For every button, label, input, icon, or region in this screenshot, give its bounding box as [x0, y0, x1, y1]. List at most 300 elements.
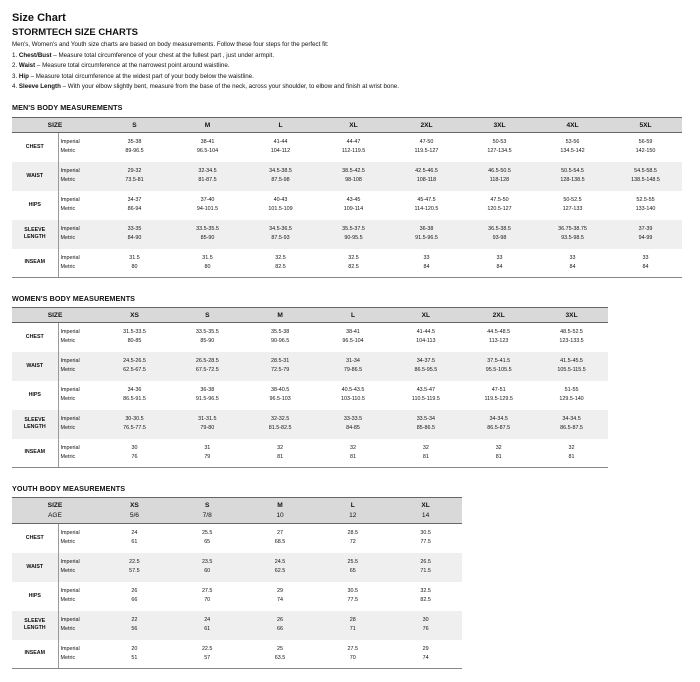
metric-value: 77.5 — [347, 597, 359, 603]
metric-value: 81 — [277, 453, 284, 460]
age-value: 5/6 — [129, 511, 139, 519]
measurement-cell — [389, 524, 462, 553]
header-row — [12, 118, 682, 133]
unit-metric: Metric — [60, 568, 76, 574]
imperial-value: 26.5 — [420, 559, 431, 565]
size-name: XS — [130, 311, 139, 319]
table-row — [12, 524, 462, 553]
imperial-value: 24.5 — [274, 559, 286, 565]
size-column-header — [316, 498, 389, 524]
measurement-cell — [609, 220, 682, 249]
size-name: M — [277, 311, 283, 319]
measurement-cell — [98, 323, 171, 352]
measurement-cell — [98, 162, 171, 191]
size-name: S — [204, 501, 210, 509]
size-column-header — [171, 118, 244, 133]
metric-value: 109-114 — [343, 206, 364, 212]
measurement-cell — [171, 352, 244, 381]
unit-imperial: Imperial — [60, 617, 80, 623]
measurement-cell — [535, 410, 608, 439]
metric-value: 86.5-95.5 — [414, 367, 438, 373]
measurement-cell — [316, 553, 389, 582]
metric-value: 90-96.5 — [271, 338, 290, 345]
imperial-value: 56-59 — [638, 139, 653, 146]
metric-value: 71 — [349, 626, 356, 632]
imperial-value: 46.5-50.5 — [488, 168, 511, 174]
metric-value: 104-113 — [416, 338, 436, 345]
metric-value: 96.5-103 — [269, 396, 291, 402]
table-row — [12, 249, 682, 278]
imperial-value: 38-41 — [200, 139, 215, 146]
unit-metric: Metric — [60, 539, 76, 546]
measurement-cell — [171, 381, 244, 410]
metric-value: 74 — [422, 654, 429, 661]
size-name: XL — [349, 121, 358, 129]
unit-metric: Metric — [60, 148, 76, 155]
metric-value: 133-140 — [635, 206, 656, 212]
imperial-value: 31.5-33.5 — [123, 329, 146, 336]
youth-section-title: YOUTH BODY MEASUREMENTS — [12, 484, 126, 493]
size-column-header — [244, 118, 317, 133]
size-name: S — [205, 311, 210, 319]
metric-value: 81 — [422, 453, 429, 460]
metric-value: 127-133 — [562, 206, 583, 212]
size-column-header — [609, 118, 682, 133]
metric-value: 86.5-91.5 — [123, 396, 146, 402]
imperial-value: 33 — [423, 254, 430, 261]
imperial-value: 26.5-28.5 — [195, 358, 219, 364]
measurement-cell — [171, 323, 244, 352]
measurement-label: CHEST — [12, 524, 58, 553]
measurement-cell — [244, 162, 317, 191]
unit-labels — [58, 582, 98, 611]
imperial-value: 29 — [276, 588, 283, 594]
imperial-value: 37-39 — [638, 226, 653, 232]
metric-value: 73.5-81 — [125, 177, 144, 183]
imperial-value: 34-36 — [127, 387, 142, 393]
imperial-value: 33.5-34 — [416, 416, 435, 422]
metric-value: 84-85 — [346, 425, 360, 431]
metric-value: 79 — [204, 453, 211, 460]
page-subtitle: STORMTECH SIZE CHARTS — [12, 27, 138, 38]
imperial-value: 27 — [276, 530, 283, 537]
measurement-cell — [316, 611, 389, 640]
unit-metric: Metric — [60, 396, 76, 402]
imperial-value: 33 — [642, 254, 649, 261]
measurement-cell — [317, 352, 390, 381]
measurement-cell — [535, 439, 608, 468]
metric-value: 70 — [349, 654, 356, 661]
measurement-cell — [462, 381, 535, 410]
measurement-cell — [389, 323, 462, 352]
imperial-value: 31 — [204, 444, 211, 451]
unit-imperial: Imperial — [60, 559, 80, 565]
imperial-value: 38.5-42.5 — [342, 168, 365, 174]
measurement-cell — [462, 439, 535, 468]
unit-metric: Metric — [60, 367, 76, 373]
imperial-value: 28.5 — [347, 530, 359, 537]
unit-metric: Metric — [60, 425, 76, 431]
imperial-value: 50-52.5 — [563, 197, 582, 203]
measurement-cell — [462, 410, 535, 439]
measurement-cell — [317, 191, 390, 220]
metric-value: 142-150 — [635, 148, 656, 155]
metric-value: 76 — [422, 626, 429, 632]
measurement-cell — [390, 133, 463, 162]
metric-value: 63.5 — [274, 654, 286, 661]
mens-size-table — [12, 117, 682, 278]
measurement-cell — [244, 611, 317, 640]
size-column-header — [462, 308, 535, 323]
size-name: L — [278, 121, 283, 129]
size-header — [12, 498, 98, 524]
intro-text — [12, 40, 692, 93]
table-row — [12, 191, 682, 220]
metric-value: 104-112 — [270, 148, 291, 155]
imperial-value: 50.5-54.5 — [561, 168, 584, 174]
metric-value: 129.5-140 — [559, 396, 584, 402]
table-row — [12, 410, 608, 439]
imperial-value: 47.5-50 — [490, 197, 509, 203]
measurement-label: SLEEVE LENGTH — [12, 410, 58, 439]
size-column-header — [171, 498, 244, 524]
measurement-label: INSEAM — [12, 439, 58, 468]
imperial-value: 33-33.5 — [343, 416, 363, 422]
unit-labels — [58, 381, 98, 410]
imperial-value: 32-32.5 — [271, 416, 290, 422]
measurement-cell — [244, 352, 317, 381]
metric-value: 138.5-148.5 — [631, 177, 660, 183]
size-header — [12, 308, 98, 323]
measurement-label: HIPS — [12, 191, 58, 220]
header-row — [12, 498, 462, 524]
measurement-cell — [317, 133, 390, 162]
imperial-value: 38-41 — [346, 329, 360, 336]
metric-value: 85-86.5 — [416, 425, 435, 431]
unit-labels — [58, 352, 98, 381]
unit-labels — [58, 410, 98, 439]
metric-value: 72.5-79 — [271, 367, 290, 373]
measurement-cell — [389, 582, 462, 611]
metric-value: 61 — [131, 539, 138, 546]
measurement-cell — [390, 220, 463, 249]
metric-value: 103-110.5 — [341, 396, 365, 402]
size-column-header — [171, 308, 244, 323]
metric-value: 84 — [496, 263, 503, 270]
metric-value: 98-108 — [345, 177, 362, 183]
measurement-label: HIPS — [12, 582, 58, 611]
measurement-cell — [98, 640, 171, 669]
measurement-cell — [98, 381, 171, 410]
unit-metric: Metric — [60, 453, 76, 460]
measurement-cell — [535, 323, 608, 352]
measurement-cell — [171, 524, 244, 553]
size-column-header — [463, 118, 536, 133]
metric-value: 105.5-115.5 — [557, 367, 586, 373]
unit-imperial: Imperial — [60, 329, 80, 336]
measurement-cell — [98, 439, 171, 468]
metric-value: 56 — [131, 626, 138, 632]
imperial-value: 36-38 — [419, 226, 434, 232]
imperial-value: 30 — [422, 617, 429, 623]
imperial-value: 40-43 — [273, 197, 288, 203]
size-column-header — [389, 308, 462, 323]
metric-value: 96.5-104 — [196, 148, 219, 155]
measurement-cell — [389, 611, 462, 640]
metric-value: 101.5-109 — [268, 206, 293, 212]
imperial-value: 35-38 — [127, 139, 142, 146]
measurement-cell — [316, 640, 389, 669]
size-column-header — [317, 118, 390, 133]
page-title: Size Chart — [12, 12, 66, 24]
measurement-cell — [609, 162, 682, 191]
measurement-cell — [389, 352, 462, 381]
intro-paragraph: Men's, Women's and Youth size charts are based on body measurements. Follow these four steps for the perfect fit: — [12, 41, 329, 48]
metric-value: 93-98 — [492, 235, 507, 241]
unit-imperial: Imperial — [60, 645, 80, 652]
metric-value: 91.5-96.5 — [195, 396, 219, 402]
measurement-cell — [463, 162, 536, 191]
imperial-value: 32.5 — [348, 254, 359, 261]
age-value: 12 — [349, 511, 357, 519]
metric-value: 61 — [204, 626, 211, 632]
size-column-header — [535, 308, 608, 323]
metric-value: 79-86.5 — [343, 367, 363, 373]
size-column-header — [536, 118, 609, 133]
measurement-label: WAIST — [12, 352, 58, 381]
metric-value: 123-133.5 — [559, 338, 584, 345]
unit-labels — [58, 640, 98, 669]
measurement-label: INSEAM — [12, 249, 58, 278]
size-name: 3XL — [565, 311, 578, 319]
unit-metric: Metric — [60, 338, 76, 345]
imperial-value: 28.5-31 — [271, 358, 290, 364]
age-label: AGE — [48, 511, 62, 519]
imperial-value: 30.5 — [420, 530, 431, 537]
metric-value: 80 — [204, 263, 211, 270]
table-row — [12, 439, 608, 468]
measurement-cell — [389, 439, 462, 468]
imperial-value: 27.5 — [347, 645, 359, 652]
measurement-label: SLEEVE LENGTH — [12, 611, 58, 640]
imperial-value: 43.5-47 — [416, 387, 435, 393]
measurement-cell — [244, 133, 317, 162]
metric-value: 85-90 — [200, 235, 215, 241]
size-name: 3XL — [493, 121, 506, 129]
imperial-value: 44.5-48.5 — [487, 329, 511, 336]
unit-labels — [58, 133, 98, 162]
metric-value: 86.5-87.5 — [560, 425, 583, 431]
imperial-value: 29 — [422, 645, 429, 652]
imperial-value: 32-34.5 — [198, 168, 217, 174]
unit-labels — [58, 220, 98, 249]
imperial-value: 31-34 — [346, 358, 360, 364]
metric-value: 91.5-96.5 — [415, 235, 438, 241]
size-label: SIZE — [47, 501, 63, 509]
measurement-cell — [98, 611, 171, 640]
metric-value: 80-85 — [127, 338, 142, 345]
measurement-cell — [171, 191, 244, 220]
metric-value: 71.5 — [420, 568, 431, 574]
measurement-cell — [536, 133, 609, 162]
imperial-value: 37.5-41.5 — [487, 358, 511, 364]
unit-imperial: Imperial — [60, 168, 80, 174]
measurement-cell — [244, 553, 317, 582]
unit-labels — [58, 439, 98, 468]
table-row — [12, 220, 682, 249]
size-column-header — [98, 498, 171, 524]
metric-value: 96.5-104 — [342, 338, 364, 345]
imperial-value: 33.5-35.5 — [196, 226, 219, 232]
measurement-cell — [171, 439, 244, 468]
unit-metric: Metric — [60, 626, 76, 632]
measurement-cell — [98, 553, 171, 582]
metric-value: 119.5-127 — [414, 148, 439, 155]
metric-value: 76 — [131, 453, 138, 460]
unit-imperial: Imperial — [60, 387, 80, 393]
measurement-cell — [171, 611, 244, 640]
metric-value: 85-90 — [200, 338, 215, 345]
unit-metric: Metric — [60, 654, 76, 661]
metric-value: 79-80 — [200, 425, 215, 431]
size-name: 2XL — [492, 311, 505, 319]
metric-value: 70 — [204, 597, 211, 603]
metric-value: 120.5-127 — [487, 206, 512, 212]
metric-value: 72 — [349, 539, 356, 546]
metric-value: 118-128 — [489, 177, 510, 183]
imperial-value: 22.5 — [201, 645, 213, 652]
unit-labels — [58, 524, 98, 553]
measurement-label: CHEST — [12, 323, 58, 352]
measurement-cell — [171, 133, 244, 162]
size-name: L — [350, 311, 356, 319]
imperial-value: 50-53 — [492, 139, 507, 146]
measurement-cell — [244, 439, 317, 468]
table-row — [12, 323, 608, 352]
imperial-value: 29-32 — [127, 168, 142, 174]
measurement-cell — [463, 133, 536, 162]
measurement-cell — [98, 582, 171, 611]
metric-value: 95.5-105.5 — [485, 367, 512, 373]
imperial-value: 35.5-38 — [271, 329, 290, 336]
table-row — [12, 381, 608, 410]
metric-value: 66 — [131, 597, 138, 603]
imperial-value: 24 — [204, 617, 211, 623]
measurement-cell — [98, 410, 171, 439]
size-name: XS — [130, 501, 139, 509]
metric-value: 114-120.5 — [414, 206, 439, 212]
size-name: L — [350, 501, 355, 509]
imperial-value: 25.5 — [201, 530, 213, 537]
imperial-value: 31.5 — [202, 254, 213, 261]
unit-labels — [58, 162, 98, 191]
metric-value: 86.5-87.5 — [487, 425, 511, 431]
size-name: XL — [421, 311, 431, 319]
measurement-cell — [98, 249, 171, 278]
imperial-value: 36.75-38.75 — [558, 226, 587, 232]
measurement-cell — [171, 162, 244, 191]
imperial-value: 27.5 — [201, 588, 213, 594]
measurement-cell — [535, 352, 608, 381]
metric-value: 57 — [204, 654, 211, 661]
youth-size-table — [12, 497, 462, 669]
imperial-value: 24.5-26.5 — [123, 358, 146, 364]
metric-value: 57.5 — [129, 568, 140, 574]
metric-value: 66 — [276, 626, 283, 632]
imperial-value: 52.5-55 — [636, 197, 655, 203]
metric-value: 77.5 — [420, 539, 431, 546]
measurement-cell — [244, 582, 317, 611]
measurement-cell — [389, 410, 462, 439]
unit-imperial: Imperial — [60, 254, 80, 261]
imperial-value: 32 — [422, 444, 429, 451]
size-column-header — [244, 308, 317, 323]
measurement-label: WAIST — [12, 162, 58, 191]
measurement-cell — [244, 220, 317, 249]
step-3: 3. Hip – Measure total circumference at the widest part of your body below the waistline. — [12, 72, 254, 80]
measurement-label: SLEEVE LENGTH — [12, 220, 58, 249]
unit-metric: Metric — [60, 263, 76, 270]
metric-value: 51 — [131, 654, 138, 661]
metric-value: 81-87.5 — [198, 177, 217, 183]
imperial-value: 42.5-46.5 — [415, 168, 438, 174]
measurement-cell — [462, 352, 535, 381]
measurement-cell — [171, 220, 244, 249]
measurement-cell — [609, 191, 682, 220]
unit-metric: Metric — [60, 177, 76, 183]
imperial-value: 41-44 — [273, 139, 288, 146]
imperial-value: 37-40 — [200, 197, 215, 203]
measurement-label: WAIST — [12, 553, 58, 582]
unit-metric: Metric — [60, 206, 76, 212]
imperial-value: 47-50 — [419, 139, 434, 146]
size-name: 5XL — [639, 121, 652, 129]
imperial-value: 33-35 — [127, 226, 142, 232]
measurement-cell — [390, 191, 463, 220]
header-row — [12, 308, 608, 323]
imperial-value: 34.5-38.5 — [269, 168, 292, 174]
imperial-value: 25 — [276, 645, 283, 652]
measurement-cell — [389, 553, 462, 582]
imperial-value: 45-47.5 — [417, 197, 436, 203]
size-name: XL — [421, 501, 430, 509]
unit-imperial: Imperial — [60, 416, 80, 422]
metric-value: 94-99 — [638, 235, 653, 241]
imperial-value: 53-56 — [565, 139, 580, 146]
measurement-cell — [171, 249, 244, 278]
unit-metric: Metric — [60, 597, 76, 603]
imperial-value: 33 — [569, 254, 576, 261]
metric-value: 93.5-98.5 — [561, 235, 584, 241]
measurement-cell — [244, 640, 317, 669]
step-4: 4. Sleeve Length – With your elbow slightly bent, measure from the base of the neck, across your shoulder, to elbow and finish at wrist bone. — [12, 83, 399, 91]
measurement-cell — [244, 524, 317, 553]
size-header — [12, 118, 98, 133]
measurement-cell — [390, 162, 463, 191]
metric-value: 82.5 — [420, 597, 431, 603]
imperial-value: 34-37.5 — [416, 358, 435, 364]
measurement-cell — [609, 249, 682, 278]
measurement-cell — [171, 553, 244, 582]
metric-value: 84-90 — [127, 235, 142, 241]
metric-value: 89-96.5 — [125, 148, 144, 155]
unit-imperial: Imperial — [60, 226, 80, 232]
unit-labels — [58, 191, 98, 220]
unit-labels — [58, 611, 98, 640]
measurement-cell — [389, 381, 462, 410]
imperial-value: 33 — [496, 254, 503, 261]
size-name: 2XL — [420, 121, 433, 129]
